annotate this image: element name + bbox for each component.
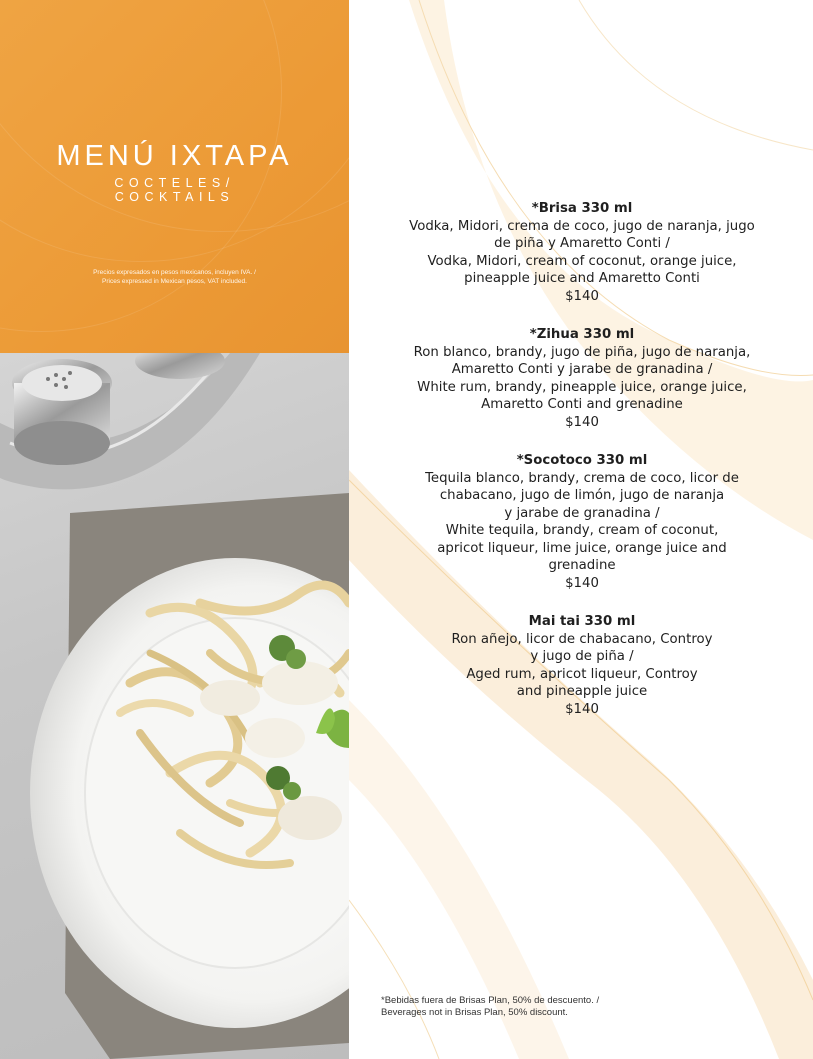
subtitle-english: COCKTAILS	[114, 190, 235, 204]
item-description: Ron añejo, licor de chabacano, Controy	[451, 631, 713, 647]
item-description: White rum, brandy, pineapple juice, orange juice,	[417, 379, 747, 395]
item-description: Amaretto Conti and grenadine	[481, 397, 683, 412]
subtitle-spanish: COCTELES/	[114, 176, 235, 190]
page-title: MENÚ IXTAPA	[56, 140, 293, 172]
item-description: grenadine	[548, 558, 616, 573]
item-description: y jugo de piña /	[530, 649, 634, 664]
discount-footnote	[381, 995, 781, 1019]
item-description: Vodka, Midori, crema de coco, jugo de naranja, jugo	[409, 218, 755, 234]
item-description: Tequila blanco, brandy, crema de coco, licor de	[425, 470, 739, 486]
price-note-english: Prices expressed in Mexican pesos, VAT included.	[102, 278, 247, 285]
item-description: Vodka, Midori, cream of coconut, orange juice,	[427, 253, 737, 269]
item-price: $140	[565, 575, 599, 591]
menu-item	[382, 613, 782, 718]
item-description: and pineapple juice	[516, 684, 648, 699]
item-description: de piña y Amaretto Conti /	[494, 236, 670, 251]
header-panel	[0, 0, 349, 353]
footnote-spanish: *Bebidas fuera de Brisas Plan, 50% de descuento. /	[381, 995, 600, 1006]
footnote-english: Beverages not in Brisas Plan, 50% discount.	[381, 1007, 568, 1018]
item-description: chabacano, jugo de limón, jugo de naranja	[439, 488, 725, 503]
left-column	[0, 0, 349, 1059]
menu-item	[382, 200, 782, 305]
menu-item	[382, 452, 782, 592]
item-description: y jarabe de granadina /	[504, 505, 660, 521]
item-price: $140	[565, 288, 599, 304]
item-name: *Zihua 330 ml	[529, 327, 635, 342]
item-price: $140	[565, 701, 599, 717]
item-description: Amaretto Conti y jarabe de granadina /	[451, 362, 713, 377]
item-name: *Socotoco 330 ml	[516, 453, 648, 468]
price-note-spanish: Precios expresados en pesos mexicanos, incluyen IVA. /	[93, 269, 256, 276]
menu-item	[382, 326, 782, 431]
food-photo	[0, 353, 349, 1059]
item-price: $140	[565, 414, 599, 430]
item-description: Aged rum, apricot liqueur, Controy	[466, 666, 698, 682]
cocktail-list	[382, 200, 782, 739]
item-description: apricot liqueur, lime juice, orange juice and	[437, 540, 727, 556]
item-description: White tequila, brandy, cream of coconut,	[445, 523, 719, 538]
item-description: pineapple juice and Amaretto Conti	[464, 271, 700, 286]
item-name: *Brisa 330 ml	[531, 201, 633, 216]
item-description: Ron blanco, brandy, jugo de piña, jugo de naranja,	[413, 344, 751, 360]
item-name: Mai tai 330 ml	[528, 614, 636, 629]
pasta-dish-image	[0, 353, 349, 1059]
